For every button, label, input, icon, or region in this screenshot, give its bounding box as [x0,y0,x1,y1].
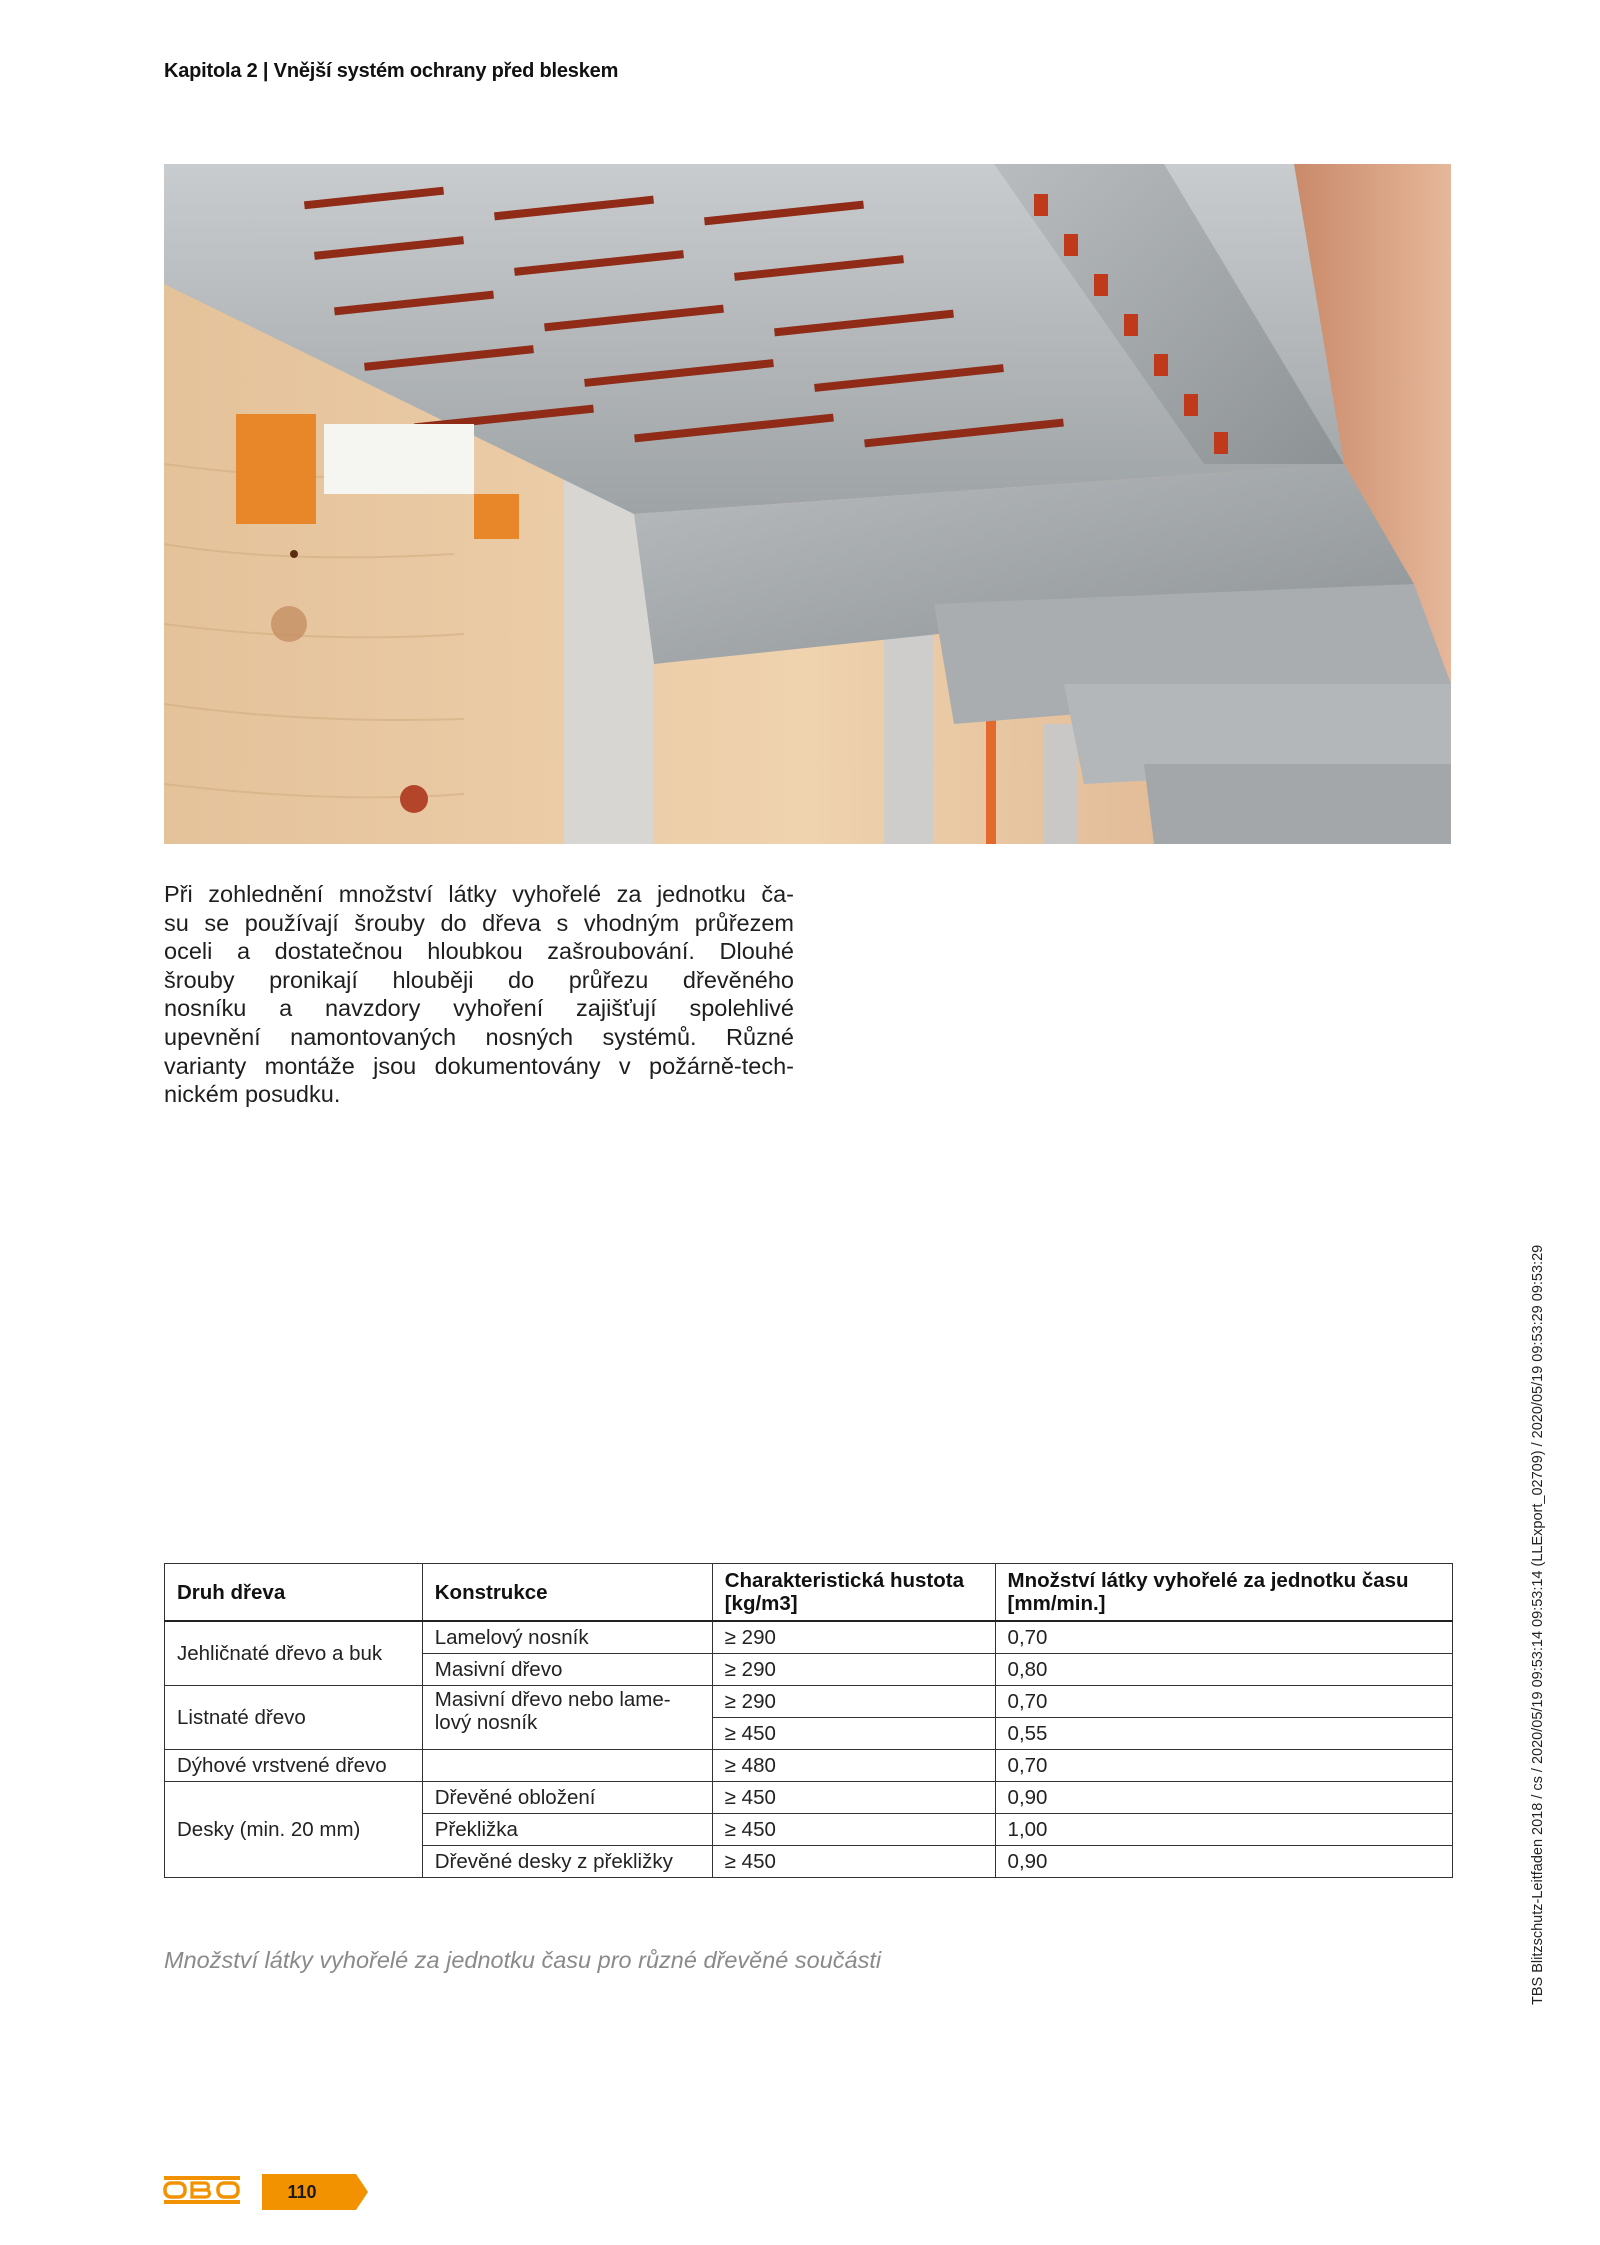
burn-rate-cell: 1,00 [995,1814,1452,1846]
table-header-row [165,1564,1453,1622]
wood-type-cell: Listnaté dřevo [165,1686,423,1750]
construction-cell: Překližka [422,1814,712,1846]
density-cell: ≥ 450 [712,1782,995,1814]
construction-cell: Dřevěné obložení [422,1782,712,1814]
column-header-density: Charakteristická hustota [kg/m3] [712,1564,995,1622]
density-cell: ≥ 290 [712,1654,995,1686]
body-line: oceli a dostatečnou hloubkou zašroubování. Dlouhé [164,938,794,965]
body-line: šrouby pronikají hlouběji do průřezu dřevěného [164,966,794,993]
density-cell: ≥ 480 [712,1750,995,1782]
wood-type-cell: Jehličnaté dřevo a buk [165,1621,423,1686]
body-line: varianty montáže jsou dokumentovány v požárně-tech- [164,1052,794,1079]
body-line: su se používají šrouby do dřeva s vhodným průřezem [164,909,794,936]
table-caption: Množství látky vyhořelé za jednotku času pro různé dřevěné součásti [164,1947,882,1973]
body-line: upevnění namontovaných nosných systémů. Různé [164,1023,794,1050]
construction-cell: Dřevěné desky z překližky [422,1846,712,1878]
wood-type-cell: Desky (min. 20 mm) [165,1782,423,1878]
construction-cell [422,1686,712,1750]
chapter-header: Kapitola 2 | Vnější systém ochrany před bleskem [164,60,619,82]
column-header-burn-rate: Množství látky vyhořelé za jednotku času [mm/min.] [995,1564,1452,1622]
burn-rate-cell: 0,70 [995,1621,1452,1654]
page-number-tag [262,2174,368,2210]
construction-text: Masivní dřevo nebo lame-lový nosník [434,1688,671,1734]
density-cell: ≥ 450 [712,1814,995,1846]
column-header-wood-type: Druh dřeva [165,1564,423,1622]
body-line: nickém posudku. [164,1081,341,1108]
table-row [165,1750,1453,1782]
column-header-construction: Konstrukce [422,1564,712,1622]
table-row [165,1686,1453,1718]
burn-rate-cell: 0,90 [995,1782,1452,1814]
burn-rate-cell: 0,80 [995,1654,1452,1686]
wood-type-cell: Dýhové vrstvené dřevo [165,1750,423,1782]
table-row [165,1621,1453,1654]
burn-rate-cell: 0,70 [995,1686,1452,1718]
body-line: Při zohlednění množství látky vyhořelé za jednotku ča- [164,881,794,907]
page-number: 110 [287,2182,317,2202]
table-row [165,1782,1453,1814]
density-cell: ≥ 290 [712,1686,995,1718]
density-cell: ≥ 290 [712,1621,995,1654]
construction-cell [422,1750,712,1782]
construction-cell: Masivní dřevo [422,1654,712,1686]
construction-cell: Lamelový nosník [422,1621,712,1654]
burn-rate-cell: 0,90 [995,1846,1452,1878]
burn-rate-cell: 0,55 [995,1718,1452,1750]
burn-rate-cell: 0,70 [995,1750,1452,1782]
density-cell: ≥ 450 [712,1718,995,1750]
burn-rate-table [164,1563,1453,1878]
density-cell: ≥ 450 [712,1846,995,1878]
cable-tray-photo [164,164,1451,844]
obo-logo [163,2175,241,2205]
document-metadata: TBS Blitzschutz-Leitfaden 2018 / cs / 2020/05/19 09:53:14 09:53:14 (LLExport_02709) / 2020/05/19 09:53:29 09:53:29 [1530,1244,1546,2005]
body-paragraph [164,880,794,1109]
body-line: nosníku a navzdory vyhoření zajišťují spolehlivé [164,995,794,1022]
